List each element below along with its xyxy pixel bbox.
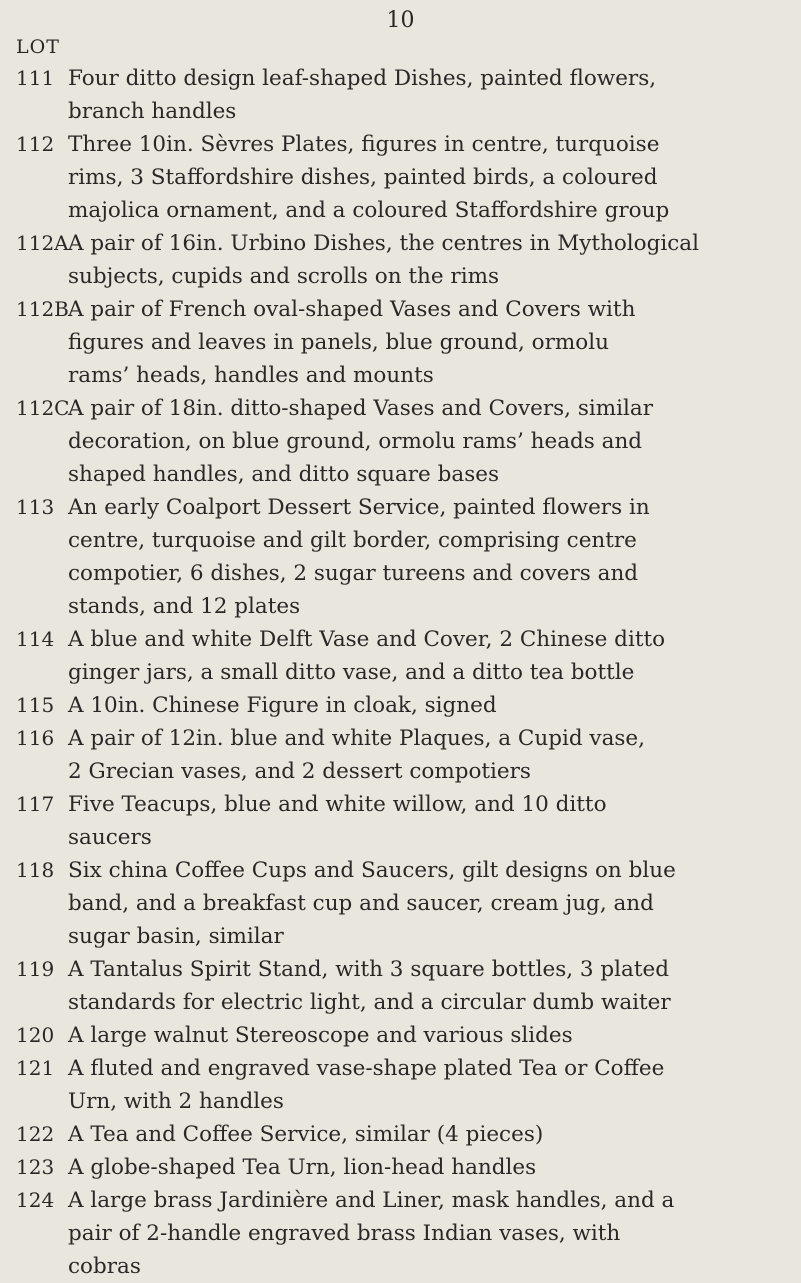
lot-description-line: sugar basin, similar bbox=[68, 924, 284, 949]
lot-number: 121 bbox=[16, 1056, 55, 1080]
lot-description-line: branch handles bbox=[68, 99, 237, 124]
lot-description-line: rims, 3 Staffordshire dishes, painted birds, a coloured bbox=[68, 165, 658, 190]
lot-description-line: pair of 2-handle engraved brass Indian vases, with bbox=[68, 1221, 621, 1246]
lot-number: 111 bbox=[16, 66, 55, 90]
lot-description-line: centre, turquoise and gilt border, comprising centre bbox=[68, 528, 637, 553]
lot-entry bbox=[12, 392, 797, 491]
lot-description-line: rams’ heads, handles and mounts bbox=[68, 363, 434, 388]
lot-number: 112A bbox=[16, 231, 69, 255]
lot-entry bbox=[12, 1151, 797, 1184]
lot-description-line: stands, and 12 plates bbox=[68, 594, 301, 619]
lot-description-line: compotier, 6 dishes, 2 sugar tureens and covers and bbox=[68, 561, 639, 586]
lot-description bbox=[68, 392, 797, 491]
lot-list bbox=[12, 62, 797, 1283]
lot-description bbox=[68, 623, 797, 689]
lot-description-line: 2 Grecian vases, and 2 dessert compotiers bbox=[68, 759, 531, 784]
lot-number: 117 bbox=[16, 792, 55, 816]
lot-description-line: A pair of French oval-shaped Vases and Covers with bbox=[68, 297, 636, 322]
lot-description bbox=[68, 1118, 797, 1151]
lot-number: 114 bbox=[16, 627, 55, 651]
lot-entry bbox=[12, 689, 797, 722]
lot-description-line: A globe-shaped Tea Urn, lion-head handles bbox=[68, 1155, 537, 1180]
lot-description-line: decoration, on blue ground, ormolu rams’ heads and bbox=[68, 429, 643, 454]
lot-description-line: shaped handles, and ditto square bases bbox=[68, 462, 499, 487]
lot-description-line: Four ditto design leaf-shaped Dishes, painted flowers, bbox=[68, 66, 657, 91]
lot-description-line: A pair of 18in. ditto-shaped Vases and Covers, similar bbox=[68, 396, 653, 421]
lot-description-line: band, and a breakfast cup and saucer, cream jug, and bbox=[68, 891, 654, 916]
lot-description-line: cobras bbox=[68, 1254, 141, 1279]
lot-description bbox=[68, 689, 797, 722]
lot-number: 124 bbox=[16, 1188, 55, 1212]
lot-number: 122 bbox=[16, 1122, 55, 1146]
lot-description-line: figures and leaves in panels, blue ground, ormolu bbox=[68, 330, 609, 355]
lot-number: 113 bbox=[16, 495, 55, 519]
lot-description bbox=[68, 293, 797, 392]
lot-description-line: A large walnut Stereoscope and various slides bbox=[68, 1023, 573, 1048]
lot-entry bbox=[12, 1118, 797, 1151]
lot-description-line: An early Coalport Dessert Service, painted flowers in bbox=[68, 495, 650, 520]
lot-entry bbox=[12, 722, 797, 788]
lot-number: 112 bbox=[16, 132, 55, 156]
lot-number: 112B bbox=[16, 297, 69, 321]
lot-description bbox=[68, 788, 797, 854]
lot-description-line: subjects, cupids and scrolls on the rims bbox=[68, 264, 499, 289]
lot-description-line: A 10in. Chinese Figure in cloak, signed bbox=[68, 693, 497, 718]
lot-number: 118 bbox=[16, 858, 55, 882]
lot-description bbox=[68, 722, 797, 788]
lot-number: 112C bbox=[16, 396, 70, 420]
lot-number: 116 bbox=[16, 726, 55, 750]
lot-description-line: standards for electric light, and a circular dumb waiter bbox=[68, 990, 671, 1015]
lot-entry bbox=[12, 227, 797, 293]
lot-description bbox=[68, 1184, 797, 1283]
lot-description-line: A fluted and engraved vase-shape plated Tea or Coffee bbox=[68, 1056, 665, 1081]
lot-description-line: A blue and white Delft Vase and Cover, 2 Chinese ditto bbox=[68, 627, 666, 652]
lot-description-line: A Tantalus Spirit Stand, with 3 square bottles, 3 plated bbox=[68, 957, 670, 982]
lot-entry bbox=[12, 1019, 797, 1052]
lot-entry bbox=[12, 623, 797, 689]
lot-description-line: Five Teacups, blue and white willow, and 10 ditto bbox=[68, 792, 607, 817]
lot-description bbox=[68, 1052, 797, 1118]
lot-description bbox=[68, 854, 797, 953]
lot-description-line: A large brass Jardinière and Liner, mask handles, and a bbox=[68, 1188, 675, 1213]
lot-description-line: A pair of 16in. Urbino Dishes, the centres in Mythological bbox=[68, 231, 700, 256]
lot-description-line: A pair of 12in. blue and white Plaques, a Cupid vase, bbox=[68, 726, 645, 751]
lot-entry bbox=[12, 293, 797, 392]
lot-description-line: Urn, with 2 handles bbox=[68, 1089, 284, 1114]
lot-description bbox=[68, 128, 797, 227]
lot-number: 120 bbox=[16, 1023, 55, 1047]
lot-description bbox=[68, 62, 797, 128]
lot-entry bbox=[12, 62, 797, 128]
lot-description-line: ginger jars, a small ditto vase, and a ditto tea bottle bbox=[68, 660, 635, 685]
lot-description-line: saucers bbox=[68, 825, 152, 850]
lot-entry bbox=[12, 788, 797, 854]
lot-description-line: A Tea and Coffee Service, similar (4 pieces) bbox=[68, 1122, 544, 1147]
lot-number: 119 bbox=[16, 957, 55, 981]
lot-entry bbox=[12, 953, 797, 1019]
lot-column-header: LOT bbox=[16, 36, 60, 58]
lot-description-line: Six china Coffee Cups and Saucers, gilt designs on blue bbox=[68, 858, 676, 883]
lot-description-line: Three 10in. Sèvres Plates, figures in centre, turquoise bbox=[68, 132, 660, 157]
lot-description bbox=[68, 491, 797, 623]
lot-description bbox=[68, 1151, 797, 1184]
lot-entry bbox=[12, 128, 797, 227]
lot-description-line: majolica ornament, and a coloured Staffordshire group bbox=[68, 198, 670, 223]
lot-description bbox=[68, 227, 797, 293]
lot-entry bbox=[12, 491, 797, 623]
lot-description bbox=[68, 1019, 797, 1052]
lot-entry bbox=[12, 854, 797, 953]
lot-entry bbox=[12, 1184, 797, 1283]
lot-entry bbox=[12, 1052, 797, 1118]
page-number: 10 bbox=[386, 8, 415, 33]
lot-number: 115 bbox=[16, 693, 55, 717]
lot-description bbox=[68, 953, 797, 1019]
lot-number: 123 bbox=[16, 1155, 55, 1179]
